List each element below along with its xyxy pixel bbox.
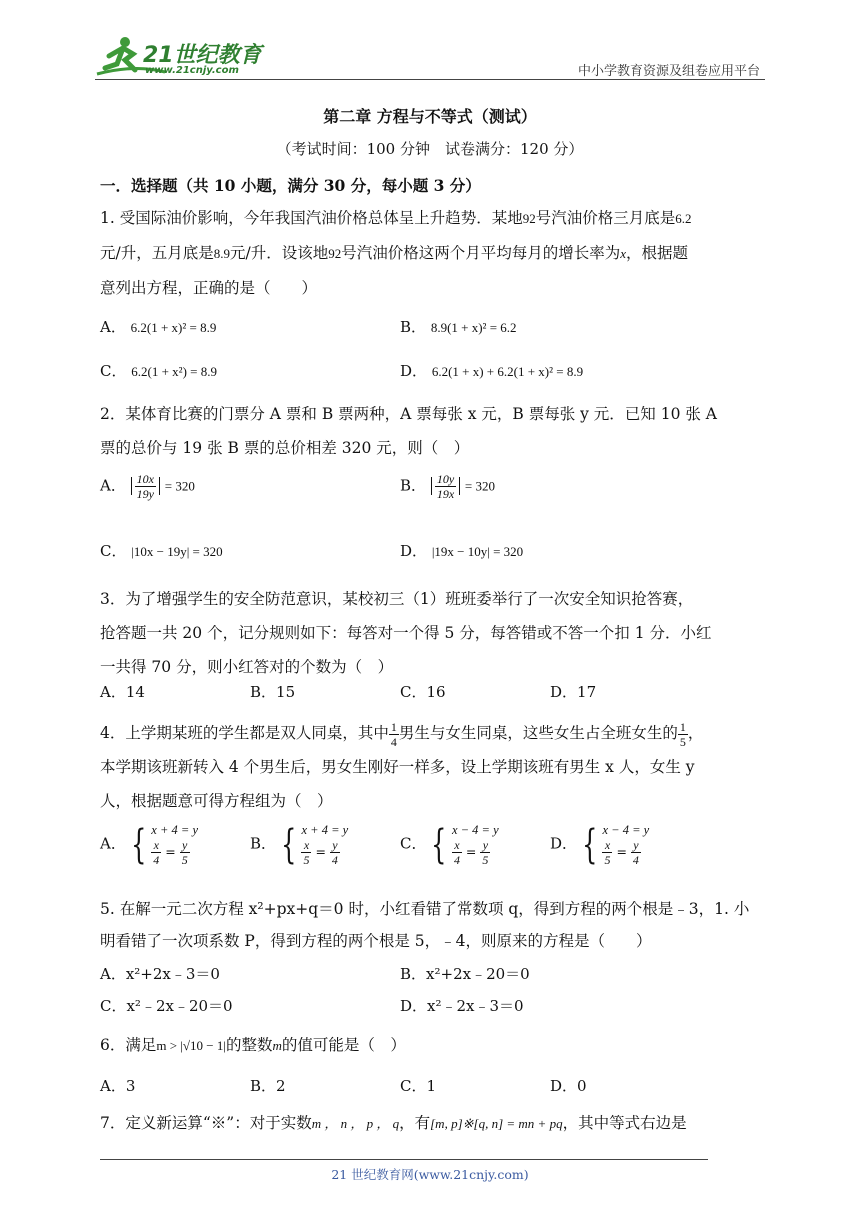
q3-option-c[interactable]: C．16 xyxy=(400,683,446,701)
platform-label: 中小学教育资源及组卷应用平台 xyxy=(577,64,760,79)
q1-option-c[interactable]: C． 6.2(1 + x²) = 8.9 xyxy=(100,362,217,380)
question-7: 7．定义新运算“※”：对于实数m ， n ， p ， q，有[m, p]※[q, n] = mn + pq，其中等式右边是 xyxy=(100,1114,687,1132)
q6-option-a[interactable]: A．3 xyxy=(100,1077,136,1095)
q4-line1: 4．上学期某班的学生都是双人同桌，其中 $\frac{1}{4}$ 男生与女生同桌，这些女生占全班女生的 $\frac{1}{5}$ ， xyxy=(100,719,704,749)
q5-line2: 明看错了一次项系数 P，得到方程的两个根是 5，﹣4，则原来的方程是（ ） xyxy=(100,932,652,950)
logo-url: www.21cnjy.com xyxy=(145,65,239,76)
question-5 xyxy=(100,893,765,957)
logo-text: 21世纪教育 xyxy=(143,43,262,68)
section-heading: 一．选择题（共 10 小题，满分 30 分，每小题 3 分） xyxy=(100,176,481,195)
q5-option-a[interactable]: A．x²+2x﹣3＝0 xyxy=(100,965,220,983)
q5-option-b[interactable]: B．x²+2x﹣20＝0 xyxy=(400,965,530,983)
question-6: 6．满足m > |√10 − 1|的整数m的值可能是（ ） xyxy=(100,1036,406,1054)
q5-line1: 5. 在解一元二次方程 x²+px+q＝0 时，小红看错了常数项 q，得到方程的两个根是﹣3，1. 小 xyxy=(100,900,750,918)
exam-info: （考试时间：100 分钟 试卷满分：120 分） xyxy=(276,140,584,158)
q3-option-b[interactable]: B．15 xyxy=(250,683,296,701)
question-3 xyxy=(100,582,765,684)
q1-option-a[interactable]: A． 6.2(1 + x)² = 8.9 xyxy=(100,318,217,336)
q3-line1: 3．为了增强学生的安全防范意识，某校初三（1）班班委举行了一次安全知识抢答赛， xyxy=(100,590,694,608)
q3-option-a[interactable]: A．14 xyxy=(100,683,145,701)
q2-option-d[interactable]: D． |19x − 10y| = 320 xyxy=(400,542,524,560)
q1-line3: 意列出方程，正确的是（ ） xyxy=(100,279,318,297)
q3-line3: 一共得 70 分，则小红答对的个数为（ ） xyxy=(100,658,394,676)
q4-option-a[interactable]: A． { x + 4 = y $\frac{x}{4}$ = $\frac{y}{5}$ xyxy=(100,821,199,868)
q1-option-b[interactable]: B． 8.9(1 + x)² = 6.2 xyxy=(400,318,517,336)
q2-option-a[interactable]: A． $\frac{10x}{19y}$ = 320 xyxy=(100,472,195,501)
page-title: 第二章 方程与不等式（测试） xyxy=(323,107,537,126)
footer-link[interactable]: 21 世纪教育网(www.21cnjy.com) xyxy=(331,1167,529,1182)
q1-line1: 1. 受国际油价影响，今年我国汽油价格总体呈上升趋势．某地92号汽油价格三月底是6.2 xyxy=(100,209,692,227)
footer-divider xyxy=(100,1159,708,1160)
q2-option-c[interactable]: C． |10x − 19y| = 320 xyxy=(100,542,223,560)
q1-line2: 元/升，五月底是8.9元/升．设该地92号汽油价格这两个月平均每月的增长率为x，根据题 xyxy=(100,244,689,262)
q3-option-d[interactable]: D．17 xyxy=(550,683,597,701)
q4-option-b[interactable]: B． { x + 4 = y $\frac{x}{5}$ = $\frac{y}{4}$ xyxy=(250,821,349,868)
q5-option-c[interactable]: C．x²﹣2x﹣20＝0 xyxy=(100,997,233,1015)
q1-option-d[interactable]: D． 6.2(1 + x) + 6.2(1 + x)² = 8.9 xyxy=(400,362,584,380)
q4-option-d[interactable]: D． { x − 4 = y $\frac{x}{5}$ = $\frac{y}{4}$ xyxy=(550,821,650,868)
q4-line3: 人，根据题意可得方程组为（ ） xyxy=(100,792,333,810)
q4-line2: 本学期该班新转入 4 个男生后，男女生刚好一样多，设上学期该班有男生 x 人，女生 y xyxy=(100,758,695,776)
q2-line2: 票的总价与 19 张 B 票的总价相差 320 元，则（ ） xyxy=(100,439,470,457)
logo xyxy=(95,34,265,84)
q6-option-d[interactable]: D．0 xyxy=(550,1077,587,1095)
q6-option-c[interactable]: C．1 xyxy=(400,1077,437,1095)
question-4 xyxy=(100,716,765,818)
q2-line1: 2．某体育比赛的门票分 A 票和 B 票两种，A 票每张 x 元，B 票每张 y 元．已知 10 张 A xyxy=(100,405,717,423)
header-divider xyxy=(95,79,765,80)
q2-option-b[interactable]: B． $\frac{10y}{19x}$ = 320 xyxy=(400,472,496,501)
question-1 xyxy=(100,201,765,305)
q4-option-c[interactable]: C． { x − 4 = y $\frac{x}{4}$ = $\frac{y}{5}$ xyxy=(400,821,499,868)
q5-option-d[interactable]: D．x²﹣2x﹣3＝0 xyxy=(400,997,524,1015)
q3-line2: 抢答题一共 20 个，记分规则如下：每答对一个得 5 分，每答错或不答一个扣 1 分．小红 xyxy=(100,624,712,642)
q6-option-b[interactable]: B．2 xyxy=(250,1077,286,1095)
question-2 xyxy=(100,397,765,465)
